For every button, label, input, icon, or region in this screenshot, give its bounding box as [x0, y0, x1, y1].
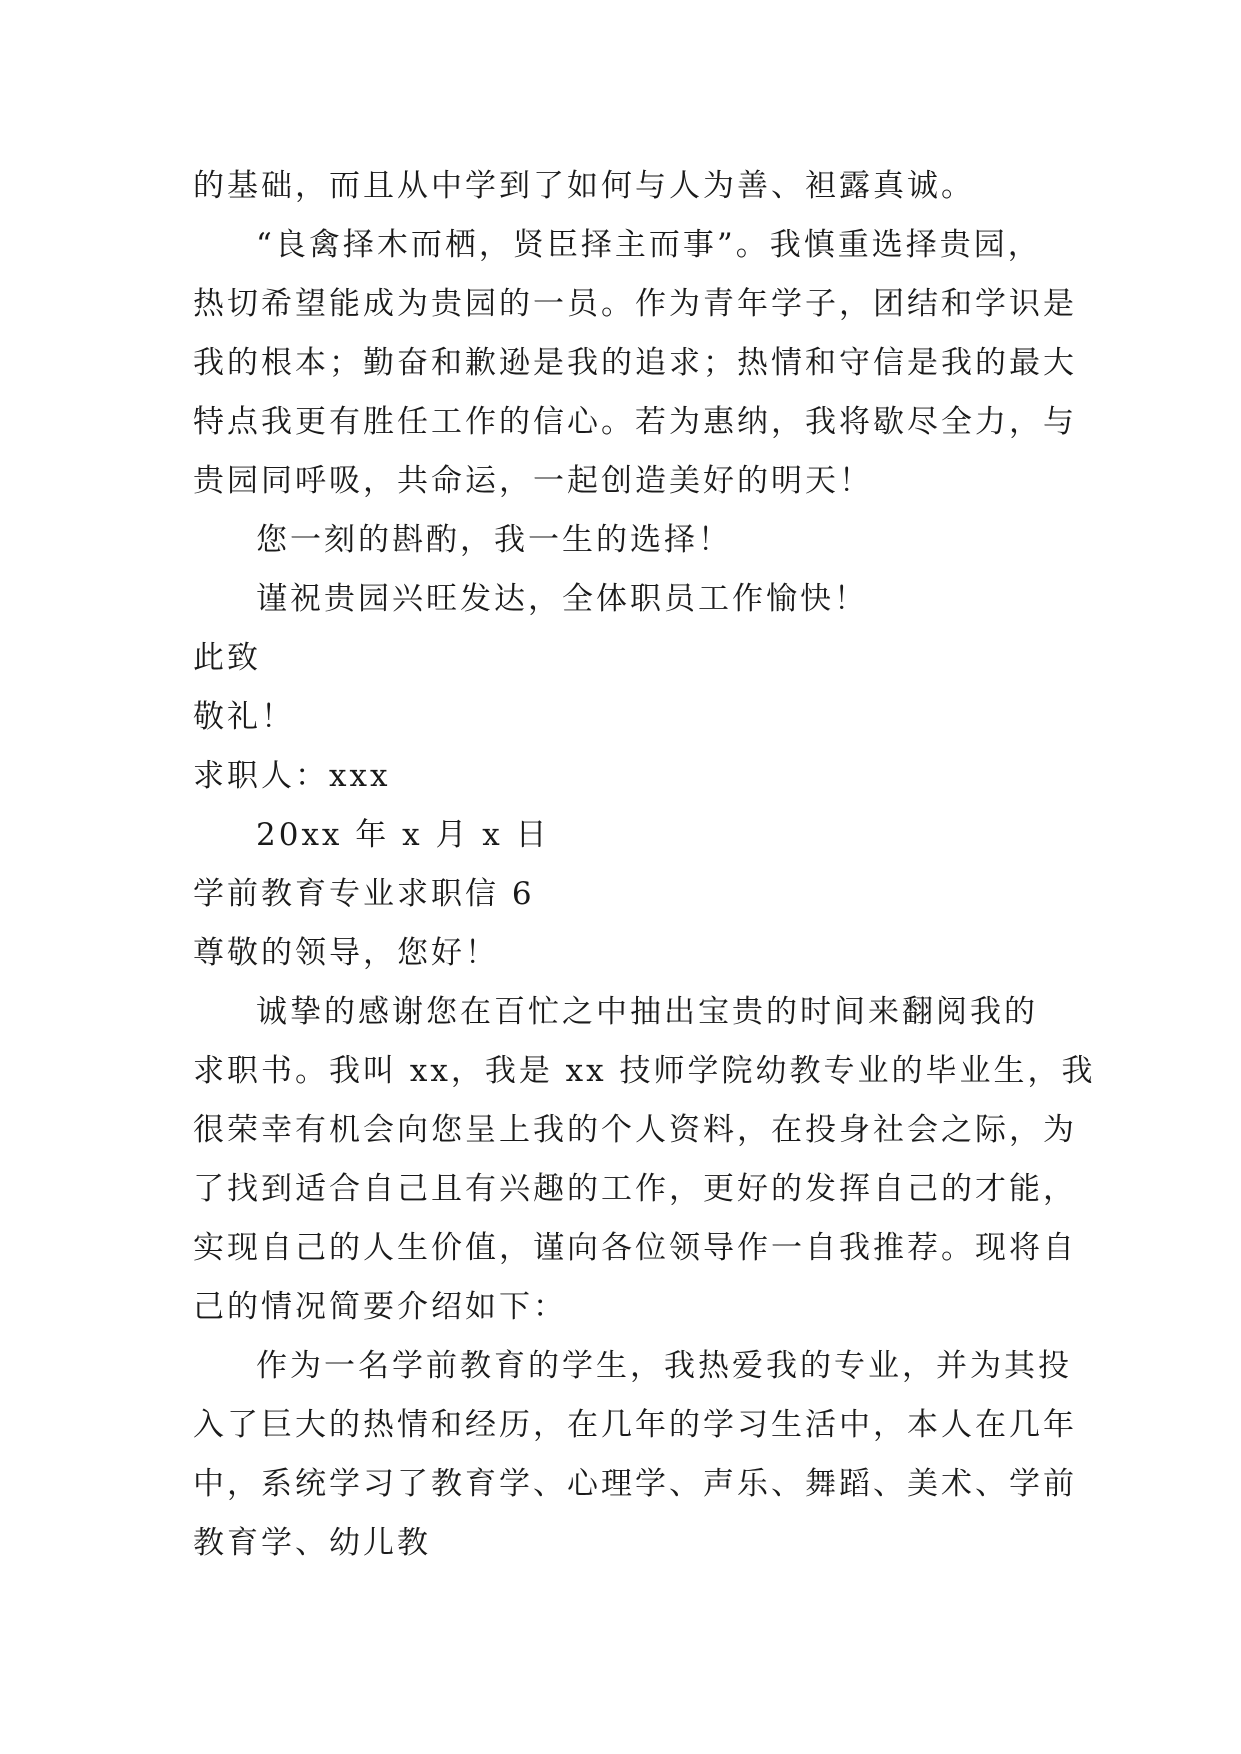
applicant-signature: 求职人：xxx [193, 758, 391, 794]
text-line: 特点我更有胜任工作的信心。若为惠纳，我将歇尽全力，与 [193, 404, 1077, 440]
text-line: 贵园同呼吸，共命运，一起创造美好的明天！ [193, 463, 873, 499]
text-line: 实现自己的人生价值，谨向各位领导作一自我推荐。现将自 [193, 1230, 1077, 1266]
text-line: 我的根本；勤奋和歉逊是我的追求；热情和守信是我的最大 [193, 345, 1077, 381]
section-title: 学前教育专业求职信 6 [193, 876, 535, 912]
text-line: 作为一名学前教育的学生，我热爱我的专业，并为其投 [256, 1348, 1072, 1384]
letter-date: 20xx 年 x 月 x 日 [256, 817, 550, 853]
text-line: 教育学、幼儿教 [193, 1525, 431, 1561]
greeting: 尊敬的领导，您好！ [193, 935, 499, 971]
text-line: 您一刻的斟酌，我一生的选择！ [256, 522, 732, 558]
text-line: 诚挚的感谢您在百忙之中抽出宝贵的时间来翻阅我的 [256, 994, 1038, 1030]
text-line: “良禽择木而栖，贤臣择主而事”。我慎重选择贵园， [256, 227, 1042, 263]
text-line: 中，系统学习了教育学、心理学、声乐、舞蹈、美术、学前 [193, 1466, 1077, 1502]
closing-regards: 敬礼！ [193, 699, 295, 735]
text-line: 了找到适合自己且有兴趣的工作，更好的发挥自己的才能， [193, 1171, 1077, 1207]
text-line: 谨祝贵园兴旺发达，全体职员工作愉快！ [256, 581, 868, 617]
closing-salutation: 此致 [193, 640, 261, 676]
text-line: 入了巨大的热情和经历，在几年的学习生活中，本人在几年 [193, 1407, 1077, 1443]
text-line: 很荣幸有机会向您呈上我的个人资料，在投身社会之际，为 [193, 1112, 1077, 1148]
text-line: 己的情况简要介绍如下： [193, 1289, 567, 1325]
text-line: 求职书。我叫 xx，我是 xx 技师学院幼教专业的毕业生，我 [193, 1053, 1096, 1089]
text-line: 的基础，而且从中学到了如何与人为善、袒露真诚。 [193, 168, 975, 204]
text-line: 热切希望能成为贵园的一员。作为青年学子，团结和学识是 [193, 286, 1077, 322]
